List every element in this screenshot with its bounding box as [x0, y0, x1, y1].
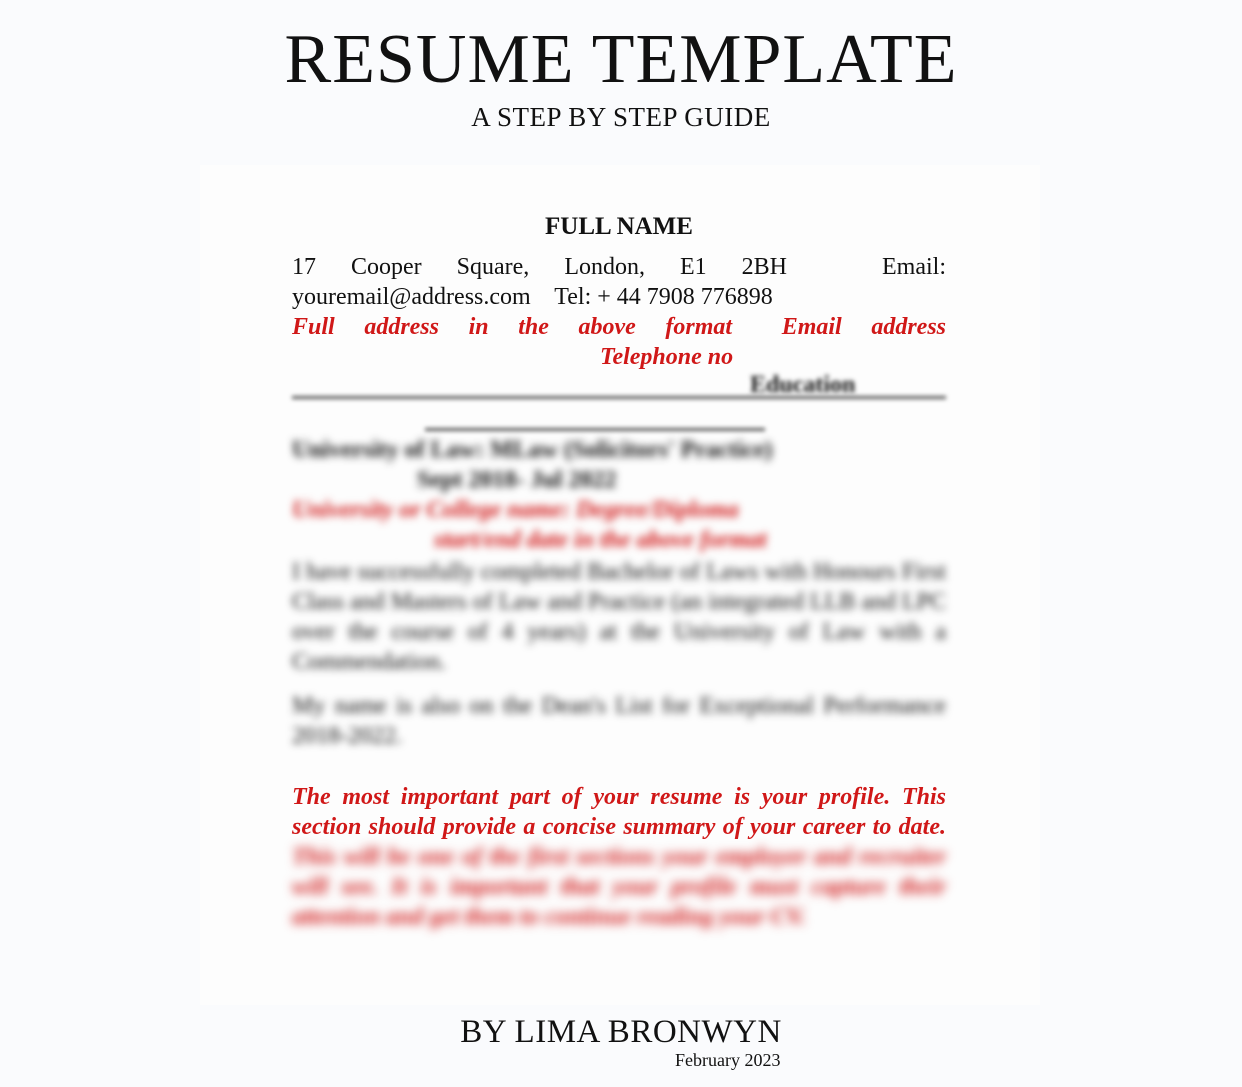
hint-word: Full	[292, 314, 335, 340]
contact-word: Cooper	[351, 254, 422, 280]
education-heading: Education	[750, 372, 856, 398]
profile-hint	[292, 782, 946, 932]
resume-full-name: FULL NAME	[545, 213, 693, 240]
education-entry	[292, 435, 946, 555]
hint-word: address	[364, 314, 439, 340]
contact-block	[292, 252, 946, 372]
hint-word: the	[518, 314, 549, 340]
edu-entry-line-2: Sept 2018- Jul 2022	[417, 467, 617, 493]
hint-word: address	[871, 314, 946, 340]
education-paragraph-1: I have successfully completed Bachelor of Laws with Honours First Class and Masters of Law and Practice (an integrated LLB and LPC over the course of 4 years) at the University of Law with a Commendation.	[292, 559, 946, 675]
hint-edu-line-1: University or College name: Degree/Diploma	[292, 497, 739, 523]
contact-word: 17	[292, 254, 316, 280]
hint-word: in	[468, 314, 489, 340]
hint-word: above	[578, 314, 636, 340]
contact-line-1	[292, 252, 946, 282]
hint-word: format	[665, 314, 733, 340]
contact-word: Email:	[882, 254, 946, 280]
hint-contact-line-2: Telephone no	[600, 344, 734, 370]
hint-word: Email	[781, 314, 842, 340]
author-line: BY LIMA BRONWYN	[460, 1014, 782, 1050]
contact-word: 2BH	[741, 254, 787, 280]
page-title: RESUME TEMPLATE	[284, 21, 958, 98]
page-subtitle: A STEP BY STEP GUIDE	[471, 102, 771, 132]
contact-word: London,	[564, 254, 645, 280]
education-paragraph-2: My name is also on the Dean's List for Exceptional Performance 2018-2022.	[292, 693, 946, 749]
hint-edu-line-2: start/end date in the above format	[434, 527, 767, 553]
profile-hint-visible: The most important part of your resume is your profile. This section should provide a concise summary of your career to date.	[292, 784, 946, 840]
contact-word: Square,	[456, 254, 530, 280]
profile-hint-blurred: This will be one of the first sections your employer and recruiter will see. It is important that your profile must capture their attention and get them to continue reading your CV.	[292, 844, 946, 930]
hint-contact-line-1	[292, 312, 946, 342]
edu-entry-line-1: University of Law: MLaw (Solicitors' Practice)	[292, 437, 773, 463]
publication-date: February 2023	[675, 1050, 781, 1070]
contact-word: E1	[679, 254, 707, 280]
education-divider-lower	[425, 428, 765, 431]
contact-line-2: youremail@address.com Tel: + 44 7908 776898	[292, 284, 773, 310]
